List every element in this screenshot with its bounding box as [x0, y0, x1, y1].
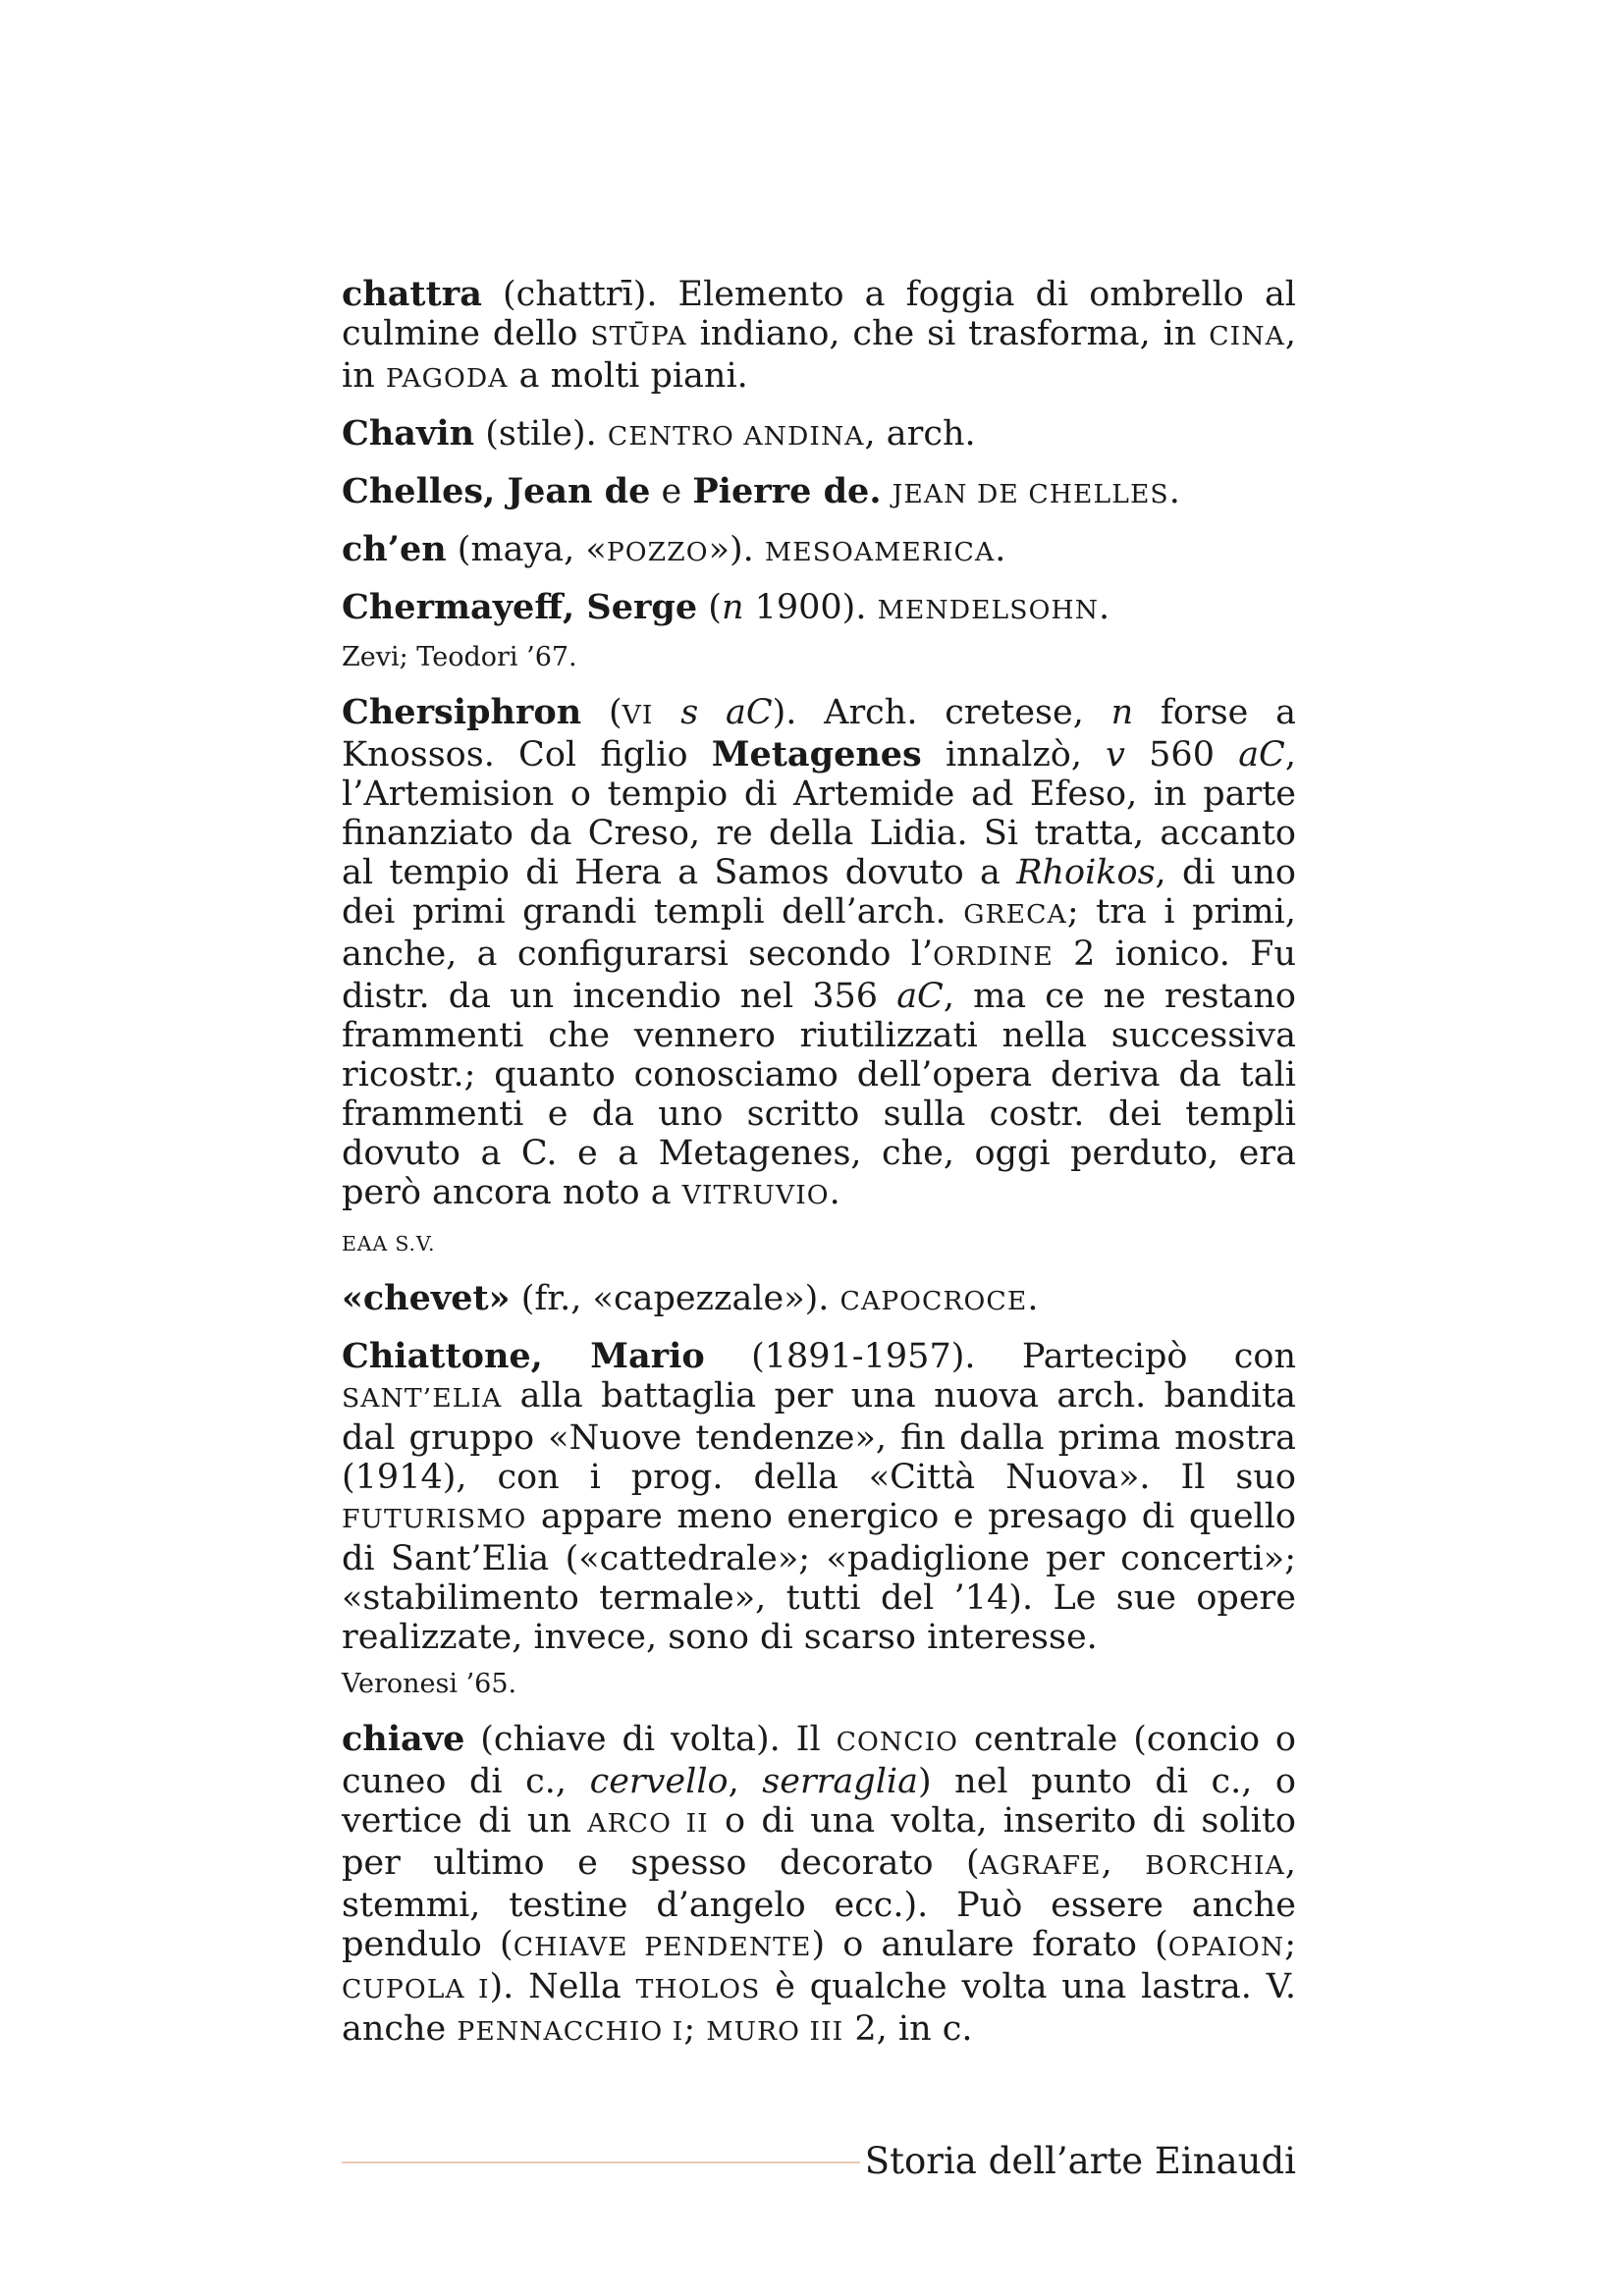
- entry-text: ,: [1101, 1843, 1146, 1883]
- entry-text: , l’Artemision o tempio di Artemide ad Efeso, in parte finanziato da Creso, re della Lidia. Si tratta, accanto al tempio di Hera a Samos dovuto a: [342, 735, 1296, 892]
- cross-reference: MURO III: [706, 2016, 844, 2047]
- entry-text: , arch.: [864, 414, 976, 454]
- entries-list: [342, 275, 1296, 2052]
- dictionary-entry: [342, 472, 1296, 514]
- cross-reference: ARCO II: [587, 1808, 709, 1839]
- cross-reference: MENDELSOHN: [877, 595, 1100, 625]
- entry-headword: Metagenes: [711, 734, 922, 774]
- entry-text: (: [697, 588, 722, 627]
- entry-headword: Chelles, Jean de: [342, 471, 651, 511]
- cross-reference: GRECA: [963, 899, 1067, 930]
- entry-text: centrale (concio o cuneo di c.,: [342, 1720, 1296, 1801]
- dictionary-entry: [342, 1279, 1296, 1321]
- entry-text: a molti piani.: [508, 356, 748, 396]
- cross-reference: MESOAMERICA: [764, 537, 996, 567]
- italic-text: serraglia: [762, 1762, 918, 1801]
- entry-headword: chattra: [342, 274, 482, 314]
- entry-reference: [342, 1225, 1296, 1261]
- entry-text: ; tra i primi, anche, a configurarsi secondo l’: [342, 892, 1296, 974]
- entry-text: Veronesi ’65.: [342, 1669, 517, 1699]
- entry-text: ;: [683, 2009, 707, 2049]
- italic-text: cervello: [589, 1762, 729, 1801]
- entry-text: (stile).: [474, 414, 608, 454]
- entry-text: , ma ce ne restano frammenti che vennero riutilizzati nella successiva ricostr.; quanto conosciamo dell’opera deriva da tali frammenti e da uno scritto sulla costr. dei templi dovuto a C. e a Metagenes, che, oggi perduto, era però ancora noto a: [342, 977, 1296, 1212]
- entry-text: »).: [708, 530, 765, 569]
- entry-text: [882, 472, 893, 511]
- dictionary-entry: [342, 588, 1296, 630]
- entry-text: è qualche volta una lastra. V. anche: [342, 1967, 1297, 2049]
- entry-text: ). Nella: [489, 1967, 636, 2006]
- italic-text: s aC: [680, 693, 773, 732]
- entry-text: forse a Knossos. Col figlio: [342, 693, 1297, 774]
- entry-text: .: [1027, 1279, 1039, 1318]
- entry-text: ). Arch. cretese,: [772, 693, 1111, 732]
- cross-reference: THOLOS: [635, 1974, 761, 2004]
- dictionary-entry: [342, 1337, 1296, 1657]
- cross-reference: CENTRO ANDINA: [607, 421, 865, 452]
- entry-text: , stemmi, testine d’angelo ecc.). Può essere anche pendulo (: [342, 1843, 1296, 1964]
- cross-reference: JEAN DE CHELLES: [892, 479, 1169, 509]
- entry-text: indiano, che si trasforma, in: [686, 314, 1210, 353]
- cross-reference: FUTURISMO: [342, 1504, 527, 1534]
- entry-text: .: [1168, 472, 1180, 511]
- italic-text: n: [721, 588, 744, 627]
- cross-reference: EAA S.V.: [342, 1232, 436, 1255]
- dictionary-entry: [342, 414, 1296, 456]
- entry-text: , di uno dei primi grandi templi dell’arch.: [342, 853, 1296, 932]
- entry-text: (fr., «capezzale»).: [510, 1279, 840, 1318]
- dictionary-entry: [342, 1720, 1296, 2052]
- entry-text: 2 ionico. Fu distr. da un incendio nel 356: [342, 934, 1297, 1016]
- italic-text: v: [1106, 735, 1125, 774]
- entry-text: appare meno energico e presago di quello di Sant’Elia («cattedrale»; «padiglione per concerti»; «stabilimento termale», tutti del ’14). Le sue opere realizzate, invece, sono di scarso interesse.: [342, 1497, 1296, 1657]
- entry-text: .: [995, 530, 1006, 569]
- entry-text: (: [581, 693, 622, 732]
- entry-headword: «chevet»: [342, 1278, 511, 1318]
- entry-text: .: [829, 1173, 840, 1212]
- entry-text: alla battaglia per una nuova arch. bandita dal gruppo «Nuove tendenze», fin dalla prima mostra (1914), con i prog. della «Città Nuova». Il suo: [342, 1376, 1296, 1497]
- entry-text: 2, in c.: [843, 2009, 973, 2049]
- entry-text: 1900).: [743, 588, 878, 627]
- entry-text: ) o anulare forato (: [811, 1925, 1168, 1964]
- footer-publisher-text: Storia dell’arte Einaudi: [864, 2140, 1296, 2182]
- entry-text: ;: [1284, 1925, 1297, 1964]
- entry-text: .: [1099, 588, 1110, 627]
- entry-reference: [342, 1667, 1296, 1702]
- dictionary-entry: [342, 693, 1296, 1215]
- cross-reference: CONCIO: [836, 1727, 959, 1757]
- cross-reference: AGRAFE: [979, 1850, 1102, 1881]
- entry-headword: Chiattone, Mario: [342, 1336, 705, 1376]
- footer-rule: [342, 2162, 860, 2163]
- cross-reference: VITRUVIO: [681, 1180, 830, 1210]
- dictionary-entry: [342, 530, 1296, 572]
- entry-text: ,: [728, 1762, 763, 1801]
- cross-reference: PENNACCHIO I: [457, 2016, 684, 2047]
- italic-text: n: [1110, 693, 1134, 732]
- cross-reference: PAGODA: [385, 363, 509, 394]
- page-footer: [342, 2138, 1296, 2185]
- dictionary-entry: [342, 275, 1296, 399]
- entry-text: innalzò,: [921, 735, 1107, 774]
- italic-text: aC: [896, 977, 944, 1016]
- entry-text: ) nel punto di c., o vertice di un: [342, 1762, 1296, 1841]
- entry-text: o di una volta, inserito di solito per ultimo e spesso decorato (: [342, 1801, 1296, 1883]
- entry-headword: Pierre de.: [692, 471, 882, 511]
- cross-reference: CUPOLA I: [342, 1974, 490, 2004]
- cross-reference: CINA: [1209, 321, 1285, 351]
- entry-text: [653, 693, 680, 732]
- cross-reference: STŪPA: [590, 321, 687, 351]
- entry-text: (maya, «: [446, 530, 607, 569]
- entry-headword: Chermayeff, Serge: [342, 587, 698, 627]
- entry-text: 560: [1124, 735, 1239, 774]
- cross-reference: OPAION: [1167, 1932, 1285, 1962]
- italic-text: Rhoikos: [1016, 853, 1156, 892]
- entry-text: , in: [342, 314, 1296, 396]
- cross-reference: CAPOCROCE: [839, 1286, 1028, 1316]
- entry-text: (1891-1957). Partecipò con: [704, 1337, 1296, 1376]
- italic-text: aC: [1238, 735, 1285, 774]
- cross-reference: SANT’ELIA: [342, 1383, 503, 1414]
- entry-headword: ch’en: [342, 529, 447, 569]
- entry-text: (chattrī). Elemento a foggia di ombrello al culmine dello: [342, 275, 1296, 353]
- entry-reference: [342, 640, 1296, 675]
- cross-reference: VI: [622, 700, 654, 730]
- cross-reference: ORDINE: [933, 941, 1054, 972]
- entry-headword: Chavin: [342, 413, 475, 454]
- entry-headword: Chersiphron: [342, 692, 582, 732]
- entry-text: (chiave di volta). Il: [464, 1720, 837, 1759]
- cross-reference: BORCHIA: [1145, 1850, 1285, 1881]
- entry-text: e: [650, 472, 693, 511]
- cross-reference: POZZO: [606, 537, 709, 567]
- entry-headword: chiave: [342, 1719, 465, 1759]
- cross-reference: CHIAVE PENDENTE: [513, 1932, 812, 1962]
- entry-text: Zevi; Teodori ’67.: [342, 642, 577, 672]
- dictionary-page: [342, 275, 1296, 2067]
